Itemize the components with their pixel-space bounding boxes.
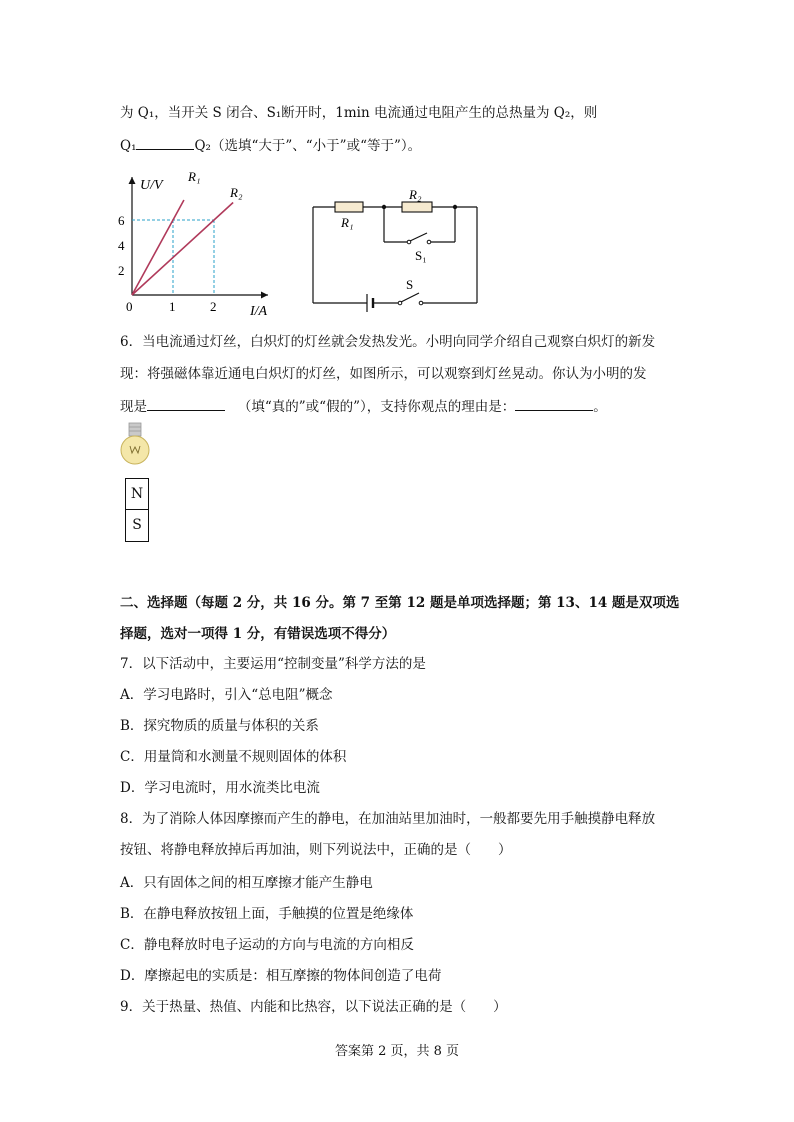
- q9-stem: 9．关于热量、热值、内能和比热容，以下说法正确的是（ ）: [120, 999, 507, 1015]
- q6-text-line3: [120, 396, 607, 417]
- q5-text-line1: 为 Q₁，当开关 S 闭合、S₁断开时，1min 电流通过电阻产生的总热量为 Q₂，则: [120, 105, 598, 121]
- q8-option-d: D．摩擦起电的实质是：相互摩擦的物体间创造了电荷: [120, 968, 442, 984]
- y-axis-label: U/V: [140, 178, 163, 193]
- series-line-2: [132, 203, 233, 296]
- q7-stem: 7．以下活动中，主要运用“控制变量”科学方法的是: [120, 656, 426, 672]
- battery: [367, 294, 373, 312]
- x-axis-label: I/A: [250, 304, 268, 319]
- q6-text-line1: 6．当电流通过灯丝，白炽灯的灯丝就会发热发光。小明向同学介绍自己观察白炽灯的新发: [120, 334, 656, 350]
- section2-heading-line1: 二、选择题（每题 2 分，共 16 分。第 7 至第 12 题是单项选择题；第 13、14 题是双项选: [120, 595, 680, 611]
- q8-stem-line1: 8．为了消除人体因摩擦而产生的静电，在加油站里加油时，一般都要先用手触摸静电释放: [120, 811, 656, 827]
- q7-option-a: A．学习电路时，引入“总电阻”概念: [120, 687, 333, 703]
- q8-stem-line2: 按钮、将静电释放掉后再加油，则下列说法中，正确的是（ ）: [120, 842, 512, 858]
- q6-text-line2: 现：将强磁体靠近通电白炽灯的灯丝，如图所示，可以观察到灯丝晃动。你认为小明的发: [120, 366, 647, 382]
- magnet-south-pole: S: [132, 517, 142, 533]
- y-tick-label: 4: [118, 238, 125, 253]
- x-tick-label: 1: [169, 299, 176, 314]
- q5-text-line2: [120, 135, 421, 156]
- junction-dot: [453, 205, 457, 209]
- y-tick-label: 2: [118, 263, 125, 278]
- circuit-s-label: S: [406, 277, 414, 292]
- r2-line-label: R₂: [230, 185, 243, 200]
- q8-option-a: A．只有固体之间的相互摩擦才能产生静电: [120, 875, 373, 891]
- switch-s1: [407, 233, 431, 244]
- y-tick-label: 6: [118, 213, 125, 228]
- q6-answer-blank-2: [515, 396, 593, 411]
- q6-line3-middle: （填“真的”或“假的”），支持你观点的理由是：: [237, 399, 516, 415]
- bar-magnet: [125, 478, 149, 542]
- q6-line3-end: 。: [593, 399, 607, 415]
- resistor-r1: [335, 202, 363, 212]
- q5-q1-label: Q₁: [120, 138, 137, 154]
- section2-heading-line2: 择题，选对一项得 1 分，有错误选项不得分）: [120, 626, 396, 642]
- circuit-r2-label: R₂: [409, 190, 422, 202]
- resistor-r2: [402, 202, 432, 212]
- switch-s: [398, 293, 423, 305]
- q7-option-c: C．用量筒和水测量不规则固体的体积: [120, 749, 347, 765]
- q6-answer-blank-1: [147, 396, 225, 411]
- q6-line3-start: 现是: [120, 399, 147, 415]
- q5-q2-label: Q₂（选填“大于”、“小于”或“等于”）。: [194, 138, 422, 154]
- series-line-1: [132, 200, 184, 295]
- q7-option-d: D．学习电流时，用水流类比电流: [120, 780, 320, 796]
- light-bulb-icon: [118, 420, 154, 470]
- circuit-s1-label: S₁: [415, 248, 427, 263]
- circuit-r1-label: R₁: [341, 215, 354, 230]
- origin-label: 0: [126, 299, 133, 314]
- r1-line-label: R₁: [188, 169, 201, 184]
- q8-option-c: C．静电释放时电子运动的方向与电流的方向相反: [120, 937, 414, 953]
- magnet-north-pole: N: [126, 479, 148, 510]
- q5-answer-blank: [136, 135, 194, 150]
- q8-option-b: B．在静电释放按钮上面，手触摸的位置是绝缘体: [120, 906, 414, 922]
- circuit-diagram: [305, 190, 490, 315]
- x-tick-label: 2: [210, 299, 217, 314]
- q7-option-b: B．探究物质的质量与体积的关系: [120, 718, 319, 734]
- page-footer: 答案第 2 页，共 8 页: [334, 1044, 460, 1059]
- junction-dot: [382, 205, 386, 209]
- ui-graph: [110, 165, 280, 320]
